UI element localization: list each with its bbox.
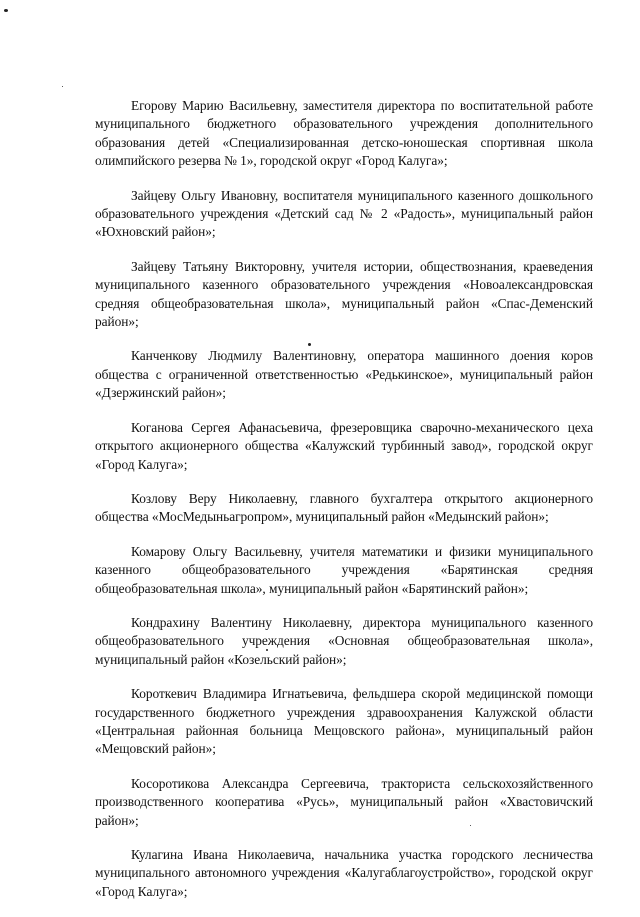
list-item: Косоротикова Александра Сергеевича, тракториста сельскохозяйственного производственного кооператива «Русь», муниципальный район «Хвастовичский район»; [95, 775, 593, 828]
list-item: Комарову Ольгу Васильевну, учителя математики и физики муниципального казенного общеобразовательного учреждения «Барятинская средняя общеобразовательная школа», муниципальный район «Барятинский район»; [95, 543, 593, 596]
list-item: Канченкову Людмилу Валентиновну, оператора машинного доения коров общества с ограниченной ответственностью «Редькинское», муниципальный район «Дзержинский район»; [95, 348, 593, 401]
scan-speck [4, 9, 8, 12]
scan-speck [62, 86, 63, 87]
list-item: Кулагина Ивана Николаевича, начальника участка городского лесничества муниципального автономного учреждения «Калугаблагоустройство», городской округ «Город Калуга»; [95, 847, 593, 899]
list-item: Кондрахину Валентину Николаевну, директора муниципального казенного общеобразовательного учреждения «Основная общеобразовательная школа», муниципальный район «Козельский район»; [95, 614, 593, 667]
list-item: Зайцеву Татьяну Викторовну, учителя истории, обществознания, краеведения муниципального казенного образовательного учреждения «Новоалександровская средняя общеобразовательная школа», муниципальный район «Спас-Деменский район»; [95, 258, 593, 330]
list-item: Короткевич Владимира Игнатьевича, фельдшера скорой медицинской помощи государственного бюджетного учреждения здравоохранения Калужской области «Центральная районная больница Мещовского района», муниципальный район «Мещовский район»; [95, 686, 593, 757]
award-list [95, 97, 593, 917]
list-item: Егорову Марию Васильевну, заместителя директора по воспитательной работе муниципального бюджетного образовательного учреждения дополнительного образования детей «Специализированная детско-юношеская спортивная школа олимпийского резерва № 1», городской округ «Город Калуга»; [95, 98, 593, 169]
list-item: Козлову Веру Николаевну, главного бухгалтера открытого акционерного общества «МосМедыньагропром», муниципальный район «Медынский район»; [95, 490, 593, 525]
list-item: Зайцеву Ольгу Ивановну, воспитателя муниципального казенного дошкольного образовательного учреждения «Детский сад № 2 «Радость», муниципальный район «Юхновский район»; [95, 187, 593, 240]
list-item: Коганова Сергея Афанасьевича, фрезеровщика сварочно-механического цеха открытого акционерного общества «Калужский турбинный завод», городской округ «Город Калуга»; [95, 419, 593, 472]
